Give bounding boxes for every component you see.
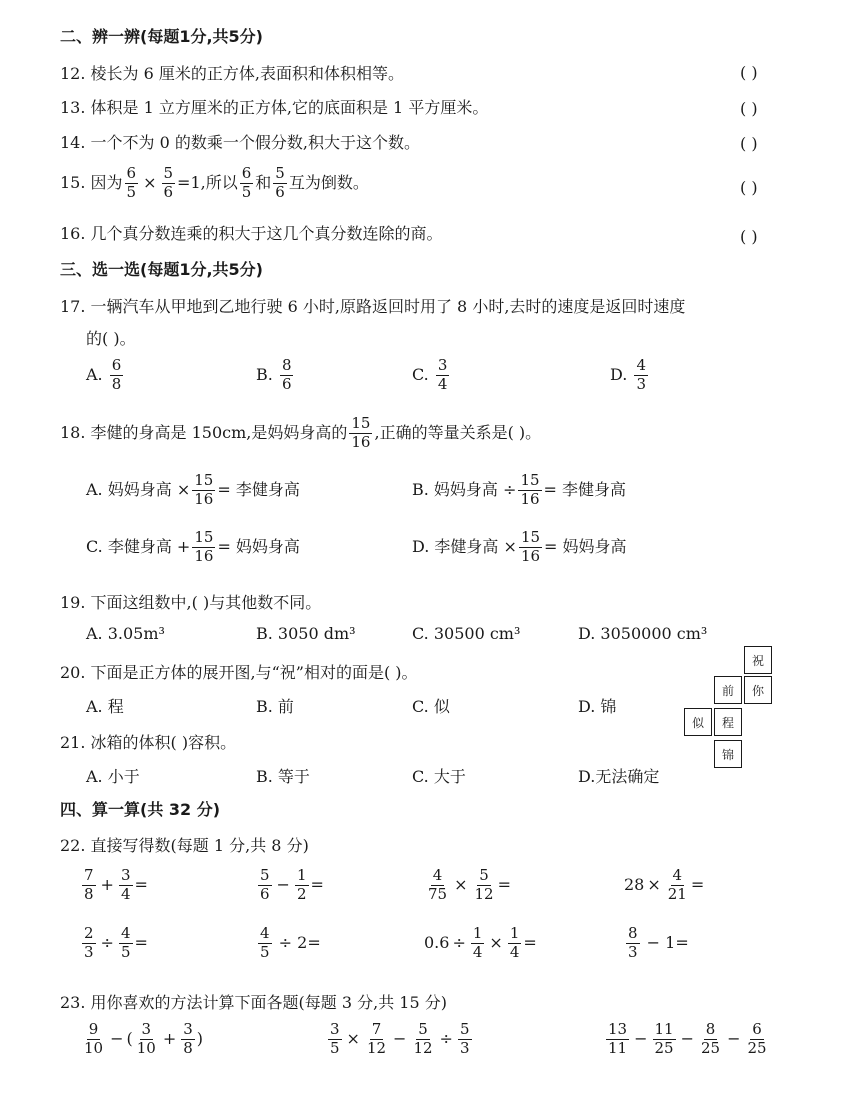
denominator: 16 (194, 546, 214, 565)
fraction (508, 926, 522, 961)
option-text: B. 妈妈身高 ÷ (412, 479, 517, 499)
numerator: 11 (654, 1020, 674, 1038)
numerator: 3 (330, 1020, 340, 1038)
question-14: 14. 一个不为 0 的数乘一个假分数,积大于这个数。 (60, 133, 420, 152)
denominator: 5 (260, 942, 270, 961)
question-18 (60, 416, 541, 451)
denominator: 5 (120, 942, 131, 961)
denominator: 3 (636, 374, 646, 393)
equals-sign: = (523, 932, 537, 952)
numerator: 8 (281, 356, 292, 374)
denominator: 8 (84, 884, 94, 903)
question-20: 20. 下面是正方体的展开图,与“祝”相对的面是( )。 (60, 663, 418, 682)
numerator: 4 (636, 356, 646, 374)
fraction (258, 868, 272, 903)
denominator: 4 (472, 942, 483, 961)
question-15 (60, 166, 369, 201)
fraction (192, 473, 215, 508)
fraction (162, 166, 176, 201)
answer-paren-13[interactable]: ( ) (740, 99, 758, 118)
minus-one: − 1= (646, 932, 689, 952)
numerator: 6 (126, 164, 137, 182)
q18-option-b[interactable] (412, 473, 626, 508)
question-22: 22. 直接写得数(每题 1 分,共 8 分) (60, 836, 309, 855)
minus-sign: − (634, 1028, 648, 1048)
right-paren: ) (196, 1028, 204, 1048)
q18-option-c[interactable] (86, 530, 300, 565)
fraction (473, 868, 496, 903)
numerator: 15 (194, 471, 214, 489)
fraction (365, 1022, 388, 1057)
fraction (634, 358, 648, 393)
number: 28 (624, 874, 645, 894)
section-heading-choose: 三、选一选(每题1分,共5分) (60, 260, 263, 279)
calc-22-1 (80, 868, 148, 903)
denominator: 21 (667, 884, 687, 903)
q15-suffix: 互为倒数。 (288, 172, 369, 192)
option-text: = 妈妈身高 (217, 536, 300, 556)
q18-prefix: 18. 李健的身高是 150cm,是妈妈身高的 (60, 422, 348, 442)
q20-option-b[interactable]: B. 前 (256, 697, 294, 716)
q20-option-d[interactable]: D. 锦 (578, 697, 617, 716)
denominator: 5 (126, 182, 137, 201)
numerator: 15 (194, 528, 214, 546)
q19-option-c[interactable]: C. 30500 cm³ (412, 624, 521, 643)
numerator: 6 (752, 1020, 762, 1038)
q20-option-a[interactable]: A. 程 (86, 697, 124, 716)
calc-22-8 (624, 926, 689, 961)
numerator: 3 (120, 866, 131, 884)
numerator: 5 (163, 164, 174, 182)
fraction (119, 868, 133, 903)
calc-22-7 (424, 926, 537, 961)
denominator: 8 (183, 1038, 193, 1057)
question-13: 13. 体积是 1 立方厘米的正方体,它的底面积是 1 平方厘米。 (60, 98, 489, 117)
fraction (653, 1022, 676, 1057)
denominator: 6 (163, 182, 174, 201)
times-sign: × (647, 874, 661, 894)
option-label: D. (610, 364, 628, 384)
denominator: 4 (509, 942, 520, 961)
numerator: 4 (120, 924, 131, 942)
fraction (626, 926, 640, 961)
divide-sign: ÷ (100, 932, 114, 952)
net-face-zhu: 祝 (744, 646, 772, 674)
plus-sign: + (162, 1028, 177, 1048)
calc-23-3 (604, 1022, 771, 1057)
equals-sign: = (134, 874, 148, 894)
denominator: 16 (520, 489, 540, 508)
fraction (181, 1022, 195, 1057)
option-text: = 妈妈身高 (544, 536, 627, 556)
denominator: 75 (428, 884, 448, 903)
minus-sign: − (393, 1028, 407, 1048)
option-text: = 李健身高 (543, 479, 627, 499)
option-label: A. (86, 364, 103, 384)
numerator: 6 (241, 164, 252, 182)
denominator: 10 (136, 1038, 156, 1057)
calc-22-6 (256, 926, 321, 961)
denominator: 3 (84, 942, 94, 961)
answer-paren-12[interactable]: ( ) (740, 63, 758, 82)
minus-sign: − (727, 1028, 741, 1048)
fraction (518, 473, 541, 508)
q21-option-b[interactable]: B. 等于 (256, 767, 310, 786)
fraction (436, 358, 450, 393)
q18-option-a[interactable] (86, 473, 300, 508)
q20-option-c[interactable]: C. 似 (412, 697, 450, 716)
net-face-qian: 前 (714, 676, 742, 704)
numerator: 1 (509, 924, 520, 942)
denominator: 16 (351, 432, 371, 451)
question-16: 16. 几个真分数连乘的积大于这几个真分数连除的商。 (60, 224, 443, 243)
left-paren: ( (126, 1028, 133, 1048)
q15-prefix: 15. 因为 (60, 172, 123, 192)
numerator: 1 (296, 866, 307, 884)
minus-sign: − (110, 1028, 124, 1048)
denominator: 25 (654, 1038, 674, 1057)
question-17-line2: 的( )。 (86, 329, 136, 348)
fraction (240, 166, 254, 201)
question-12: 12. 棱长为 6 厘米的正方体,表面积和体积相等。 (60, 64, 404, 83)
fraction (519, 530, 542, 565)
denominator: 25 (701, 1038, 721, 1057)
fraction (82, 868, 96, 903)
answer-paren-16[interactable]: ( ) (740, 227, 758, 246)
numerator: 15 (351, 414, 371, 432)
question-17-line1: 17. 一辆汽车从甲地到乙地行驶 6 小时,原路返回时用了 8 小时,去时的速度是返回时速度 (60, 297, 686, 316)
fraction (135, 1022, 158, 1057)
answer-paren-15[interactable]: ( ) (740, 178, 758, 197)
fraction (746, 1022, 769, 1057)
q19-option-a[interactable]: A. 3.05m³ (86, 624, 165, 643)
question-21: 21. 冰箱的体积( )容积。 (60, 733, 237, 752)
q19-option-b[interactable]: B. 3050 dm³ (256, 624, 356, 643)
q19-option-d[interactable]: D. 3050000 cm³ (578, 624, 708, 643)
option-label: C. (412, 364, 429, 384)
numerator: 3 (183, 1020, 193, 1038)
denominator: 4 (437, 374, 448, 393)
denominator: 6 (260, 884, 270, 903)
numerator: 5 (459, 1020, 470, 1038)
numerator: 15 (520, 528, 541, 546)
denominator: 4 (120, 884, 131, 903)
fraction (82, 926, 96, 961)
fraction (125, 166, 139, 201)
numerator: 3 (141, 1020, 152, 1038)
fraction (606, 1022, 629, 1057)
q18-suffix: ,正确的等量关系是( )。 (374, 422, 542, 442)
numerator: 4 (672, 866, 683, 884)
net-face-si: 似 (684, 708, 712, 736)
denominator: 10 (84, 1038, 104, 1057)
calc-23-1 (80, 1022, 203, 1057)
option-text: A. 妈妈身高 × (86, 479, 191, 499)
fraction (458, 1022, 472, 1057)
q21-option-c[interactable]: C. 大于 (412, 767, 466, 786)
times-sign: × (143, 172, 157, 192)
fraction (258, 926, 272, 961)
times-sign: × (346, 1028, 360, 1048)
fraction (119, 926, 133, 961)
q21-option-d[interactable]: D.无法确定 (578, 767, 660, 786)
numerator: 5 (260, 866, 270, 884)
denominator: 2 (296, 884, 307, 903)
option-text: C. 李健身高 + (86, 536, 191, 556)
denominator: 8 (111, 374, 122, 393)
fraction (192, 530, 215, 565)
fraction (471, 926, 485, 961)
denominator: 25 (747, 1038, 767, 1057)
fraction (349, 416, 372, 451)
fraction (666, 868, 689, 903)
q15-and: 和 (255, 172, 272, 192)
fraction (82, 1022, 105, 1057)
calc-23-2 (326, 1022, 474, 1057)
calc-22-5 (80, 926, 148, 961)
numerator: 7 (371, 1020, 382, 1038)
denominator: 12 (413, 1038, 433, 1057)
denominator: 12 (474, 884, 494, 903)
equals-sign: = (497, 874, 511, 894)
denominator: 12 (366, 1038, 387, 1057)
fraction (110, 358, 124, 393)
denominator: 3 (459, 1038, 470, 1057)
numerator: 6 (111, 356, 122, 374)
calc-22-3 (424, 868, 511, 903)
divide-sign: ÷ (452, 932, 466, 952)
net-face-ni: 你 (744, 676, 772, 704)
net-face-jin: 锦 (714, 740, 742, 768)
equals-sign: = (690, 874, 705, 894)
q17-option-b[interactable] (256, 358, 295, 393)
numerator: 8 (705, 1020, 716, 1038)
numerator: 4 (432, 866, 443, 884)
fraction (273, 166, 287, 201)
divide-by-two: ÷ 2= (278, 932, 321, 952)
q21-option-a[interactable]: A. 小于 (86, 767, 140, 786)
question-23: 23. 用你喜欢的方法计算下面各题(每题 3 分,共 15 分) (60, 993, 447, 1012)
fraction (295, 868, 309, 903)
minus-sign: − (276, 874, 290, 894)
denominator: 16 (520, 546, 541, 565)
times-sign: × (489, 932, 503, 952)
numerator: 1 (472, 924, 483, 942)
equals-sign: = (310, 874, 324, 894)
numerator: 5 (418, 1020, 428, 1038)
numerator: 7 (84, 866, 94, 884)
equals-sign: = (134, 932, 148, 952)
denominator: 6 (281, 374, 292, 393)
option-text: D. 李健身高 × (412, 536, 517, 556)
numerator: 2 (84, 924, 94, 942)
denominator: 3 (628, 942, 638, 961)
number: 0.6 (424, 932, 450, 952)
q17-option-d[interactable] (610, 358, 650, 393)
question-19: 19. 下面这组数中,( )与其他数不同。 (60, 593, 322, 612)
denominator: 5 (241, 182, 252, 201)
numerator: 15 (520, 471, 540, 489)
fraction (426, 868, 449, 903)
option-label: B. (256, 364, 273, 384)
q17-option-a[interactable] (86, 358, 125, 393)
times-sign: × (454, 874, 468, 894)
section-heading-calculate: 四、算一算(共 32 分) (60, 800, 221, 819)
numerator: 5 (275, 164, 285, 182)
numerator: 9 (88, 1020, 99, 1038)
option-text: = 李健身高 (217, 479, 300, 499)
net-face-cheng: 程 (714, 708, 742, 736)
fraction (411, 1022, 434, 1057)
numerator: 4 (260, 924, 270, 942)
denominator: 16 (194, 489, 214, 508)
numerator: 5 (479, 866, 489, 884)
plus-sign: + (100, 874, 114, 894)
denominator: 11 (608, 1038, 628, 1057)
calc-22-2 (256, 868, 324, 903)
numerator: 13 (608, 1020, 628, 1038)
divide-sign: ÷ (439, 1028, 453, 1048)
fraction (699, 1022, 722, 1057)
q15-equals: =1,所以 (177, 172, 238, 192)
section-heading-judge: 二、辨一辨(每题1分,共5分) (60, 27, 263, 46)
q17-option-c[interactable] (412, 358, 451, 393)
minus-sign: − (680, 1028, 694, 1048)
denominator: 6 (275, 182, 285, 201)
calc-22-4 (624, 868, 704, 903)
fraction (328, 1022, 342, 1057)
numerator: 8 (628, 924, 638, 942)
fraction (280, 358, 294, 393)
numerator: 3 (437, 356, 448, 374)
q18-option-d[interactable] (412, 530, 627, 565)
answer-paren-14[interactable]: ( ) (740, 134, 758, 153)
denominator: 5 (330, 1038, 340, 1057)
